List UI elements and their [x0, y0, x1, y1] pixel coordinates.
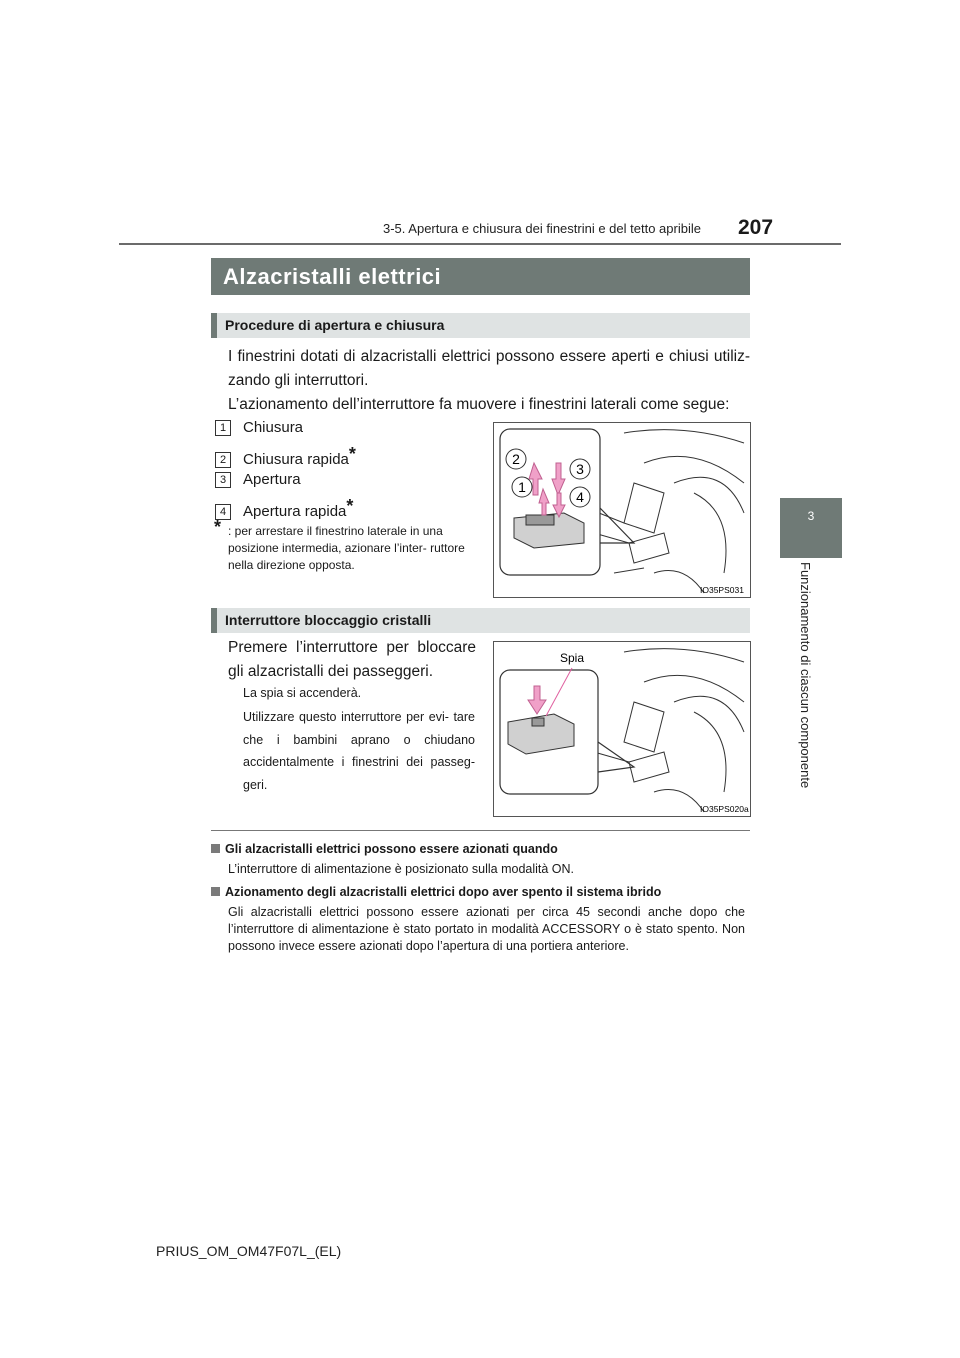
item-label: Chiusura	[243, 419, 304, 436]
lock-note-children: Utilizzare questo interruttore per evi- tare che i bambini aprano o chiudano accidentalmente i finestrini dei passeg- geri.	[243, 710, 475, 792]
figure-window-switch	[493, 422, 751, 598]
item-label: Apertura	[243, 471, 301, 488]
header-divider	[119, 243, 841, 245]
bullet-square-icon	[211, 844, 220, 853]
note-title	[211, 840, 558, 858]
item-label: Chiusura rapida	[243, 451, 349, 468]
callout-1: 1	[518, 479, 526, 495]
note-title	[211, 883, 661, 901]
figure-lock-switch	[493, 641, 751, 817]
callout-4: 4	[576, 489, 584, 505]
list-item	[215, 469, 301, 491]
footnote-asterisk: *	[214, 517, 222, 537]
note-title-text: Azionamento degli alzacristalli elettrici dopo aver spento il sistema ibrido	[225, 885, 662, 899]
list-item	[215, 417, 303, 439]
note-title-text: Gli alzacristalli elettrici possono essere azionati quando	[225, 842, 558, 856]
note-body: Gli alzacristalli elettrici possono essere azionati per circa 45 secondi anche dopo che l’interruttore di alimentazione è stato portato in modalità ACCESSORY o è stato spento. Non possono invece essere azionati dopo l’apertura di una portiera anteriore.	[228, 905, 745, 953]
asterisk: *	[348, 444, 356, 464]
paragraph-intro: I finestrini dotati di alzacristalli elettrici possono essere aperti e chiusi utiliz- zando gli interruttori.	[228, 348, 750, 389]
list-item	[215, 443, 356, 468]
notes-divider	[211, 830, 750, 831]
list-item	[215, 495, 354, 520]
lock-note-indicator: La spia si accenderà.	[243, 686, 362, 700]
chapter-side-label-text: Funzionamento di ciascun componente	[798, 562, 813, 789]
note-body: L’interruttore di alimentazione è posizionato sulla modalità ON.	[228, 862, 575, 876]
item-number: 2	[215, 452, 231, 468]
paragraph-lock: Premere l’interruttore per bloccare gli alzacristalli dei passeggeri.	[228, 639, 476, 680]
callout-spia: Spia	[560, 651, 585, 665]
asterisk: *	[346, 496, 354, 516]
item-number: 4	[215, 504, 231, 520]
footnote-text: : per arrestare il finestrino laterale in una posizione intermedia, azionare l’inter- ruttore nella direzione opposta.	[228, 524, 465, 572]
callout-2: 2	[512, 451, 520, 467]
footnote	[214, 517, 483, 574]
page-number: 207	[738, 216, 774, 239]
bullet-square-icon	[211, 887, 220, 896]
item-number: 1	[215, 420, 231, 436]
window-switch-illustration	[494, 423, 750, 597]
chapter-side-label	[797, 562, 817, 802]
paragraph-operation: L’azionamento dell’interruttore fa muovere i finestrini laterali come segue:	[228, 396, 730, 413]
item-label: Apertura rapida	[243, 503, 347, 520]
section-title: Alzacristalli elettrici	[211, 258, 750, 295]
chapter-tab	[780, 498, 842, 558]
item-number: 3	[215, 472, 231, 488]
lock-switch-illustration	[494, 642, 750, 816]
subheading-lock: Interruttore bloccaggio cristalli	[211, 608, 750, 633]
subheading-procedure: Procedure di apertura e chiusura	[211, 313, 750, 338]
figure-code: IO35PS020a	[700, 804, 749, 814]
chapter-title: 3-5. Apertura e chiusura dei finestrini e del tetto apribile	[383, 221, 701, 236]
chapter-tab-number: 3	[807, 509, 815, 523]
document-code: PRIUS_OM_OM47F07L_(EL)	[156, 1243, 342, 1259]
callout-3: 3	[576, 461, 584, 477]
figure-code: IO35PS031	[700, 585, 744, 595]
